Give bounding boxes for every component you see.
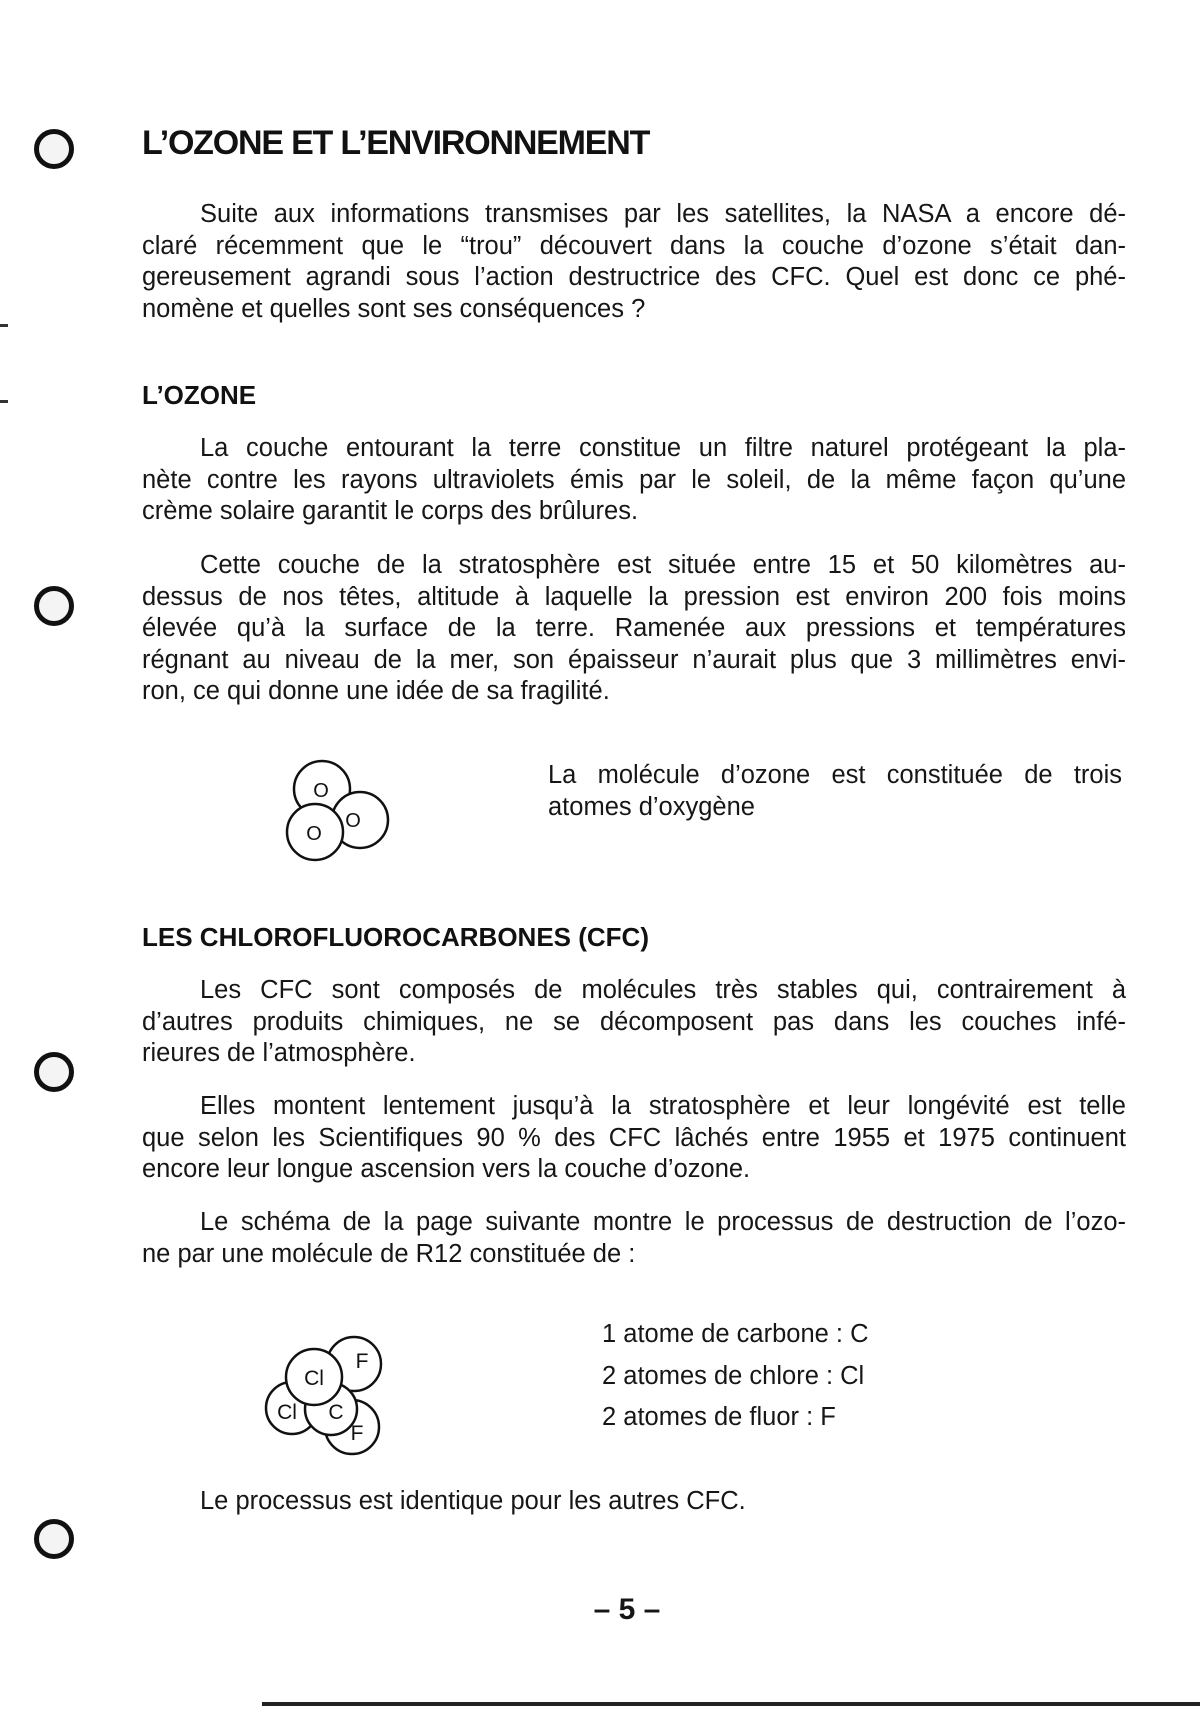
section-heading-ozone: L’OZONE — [142, 380, 257, 410]
atom-list-item: 1 atome de carbone : C — [602, 1320, 869, 1348]
text-line: ron, ce qui donne une idée de sa fragilité. — [142, 677, 610, 706]
text-line: nète contre les rayons ultraviolets émis par le soleil, de la même façon qu’une — [142, 465, 1126, 494]
text-line: nomène et quelles sont ses conséquences ? — [142, 294, 646, 323]
text-line: crème solaire garantit le corps des brûlures. — [142, 497, 639, 526]
atom-list-item: 2 atomes de chlore : Cl — [602, 1361, 865, 1390]
text-line: Le schéma de la page suivante montre le processus de destruction de l’ozo- — [200, 1208, 1126, 1236]
text-line: ne par une molécule de R12 constituée de : — [142, 1239, 636, 1268]
text-line: élevée qu’à la surface de la terre. Ramenée aux pressions et températures — [142, 614, 1126, 643]
text-line: Elles montent lentement jusqu’à la stratosphère et leur longévité est telle — [200, 1092, 1126, 1120]
bottom-rule — [262, 1702, 1200, 1706]
cfc-paragraph-2 — [142, 1091, 1126, 1186]
section-heading-cfc: LES CHLOROFLUOROCARBONES (CFC) — [142, 922, 649, 952]
text-line: atomes d’oxygène — [548, 792, 755, 821]
atom-list — [602, 1320, 869, 1445]
atom-list-item: 2 atomes de fluor : F — [602, 1403, 836, 1431]
atom-label: C — [328, 1401, 344, 1424]
text-line: Les CFC sont composés de molécules très stables qui, contrairement à — [200, 976, 1126, 1004]
text-line: encore leur longue ascension vers la couche d’ozone. — [142, 1155, 751, 1184]
closing-sentence: Le processus est identique pour les autres CFC. — [200, 1487, 746, 1515]
atom-label: F — [355, 1350, 369, 1373]
atom-label: O — [313, 780, 329, 802]
text-line: gereusement agrandi sous l’action destructrice des CFC. Quel est donc ce phé- — [142, 263, 1126, 292]
text-line: régnant au niveau de la mer, son épaisseur n’aurait plus que 3 millimètres envi- — [142, 645, 1126, 674]
atom-label: Cl — [277, 1401, 297, 1424]
text-line: d’autres produits chimiques, ne se décomposent pas dans les couches infé- — [142, 1007, 1126, 1036]
text-line: claré récemment que le “trou” découvert dans la couche d’ozone s’était dan- — [142, 231, 1126, 260]
text-line: dessus de nos têtes, altitude à laquelle la pression est environ 200 fois moins — [142, 582, 1126, 611]
atom-label: O — [306, 823, 322, 845]
text-line: Suite aux informations transmises par les satellites, la NASA a encore dé- — [200, 200, 1126, 228]
text-line: que selon les Scientifiques 90 % des CFC lâchés entre 1955 et 1975 continuent — [142, 1123, 1126, 1152]
page-title: L’OZONE ET L’ENVIRONNEMENT — [142, 124, 650, 162]
ozone-caption — [548, 760, 1122, 823]
atom-label: O — [345, 810, 361, 832]
text-line: rieures de l’atmosphère. — [142, 1039, 416, 1068]
ozone-molecule-diagram — [287, 761, 388, 860]
text-line: Cette couche de la stratosphère est située entre 15 et 50 kilomètres au- — [200, 551, 1126, 579]
atom-label: Cl — [304, 1367, 324, 1390]
text-line: La molécule d’ozone est constituée de trois — [548, 761, 1122, 789]
cfc-paragraph-3 — [142, 1207, 1126, 1270]
text-line: La couche entourant la terre constitue un filtre naturel protégeant la pla- — [200, 434, 1126, 462]
page-number: – 5 – — [593, 1593, 661, 1626]
atom-label: F — [350, 1422, 364, 1445]
cfc-paragraph-1 — [142, 975, 1126, 1070]
